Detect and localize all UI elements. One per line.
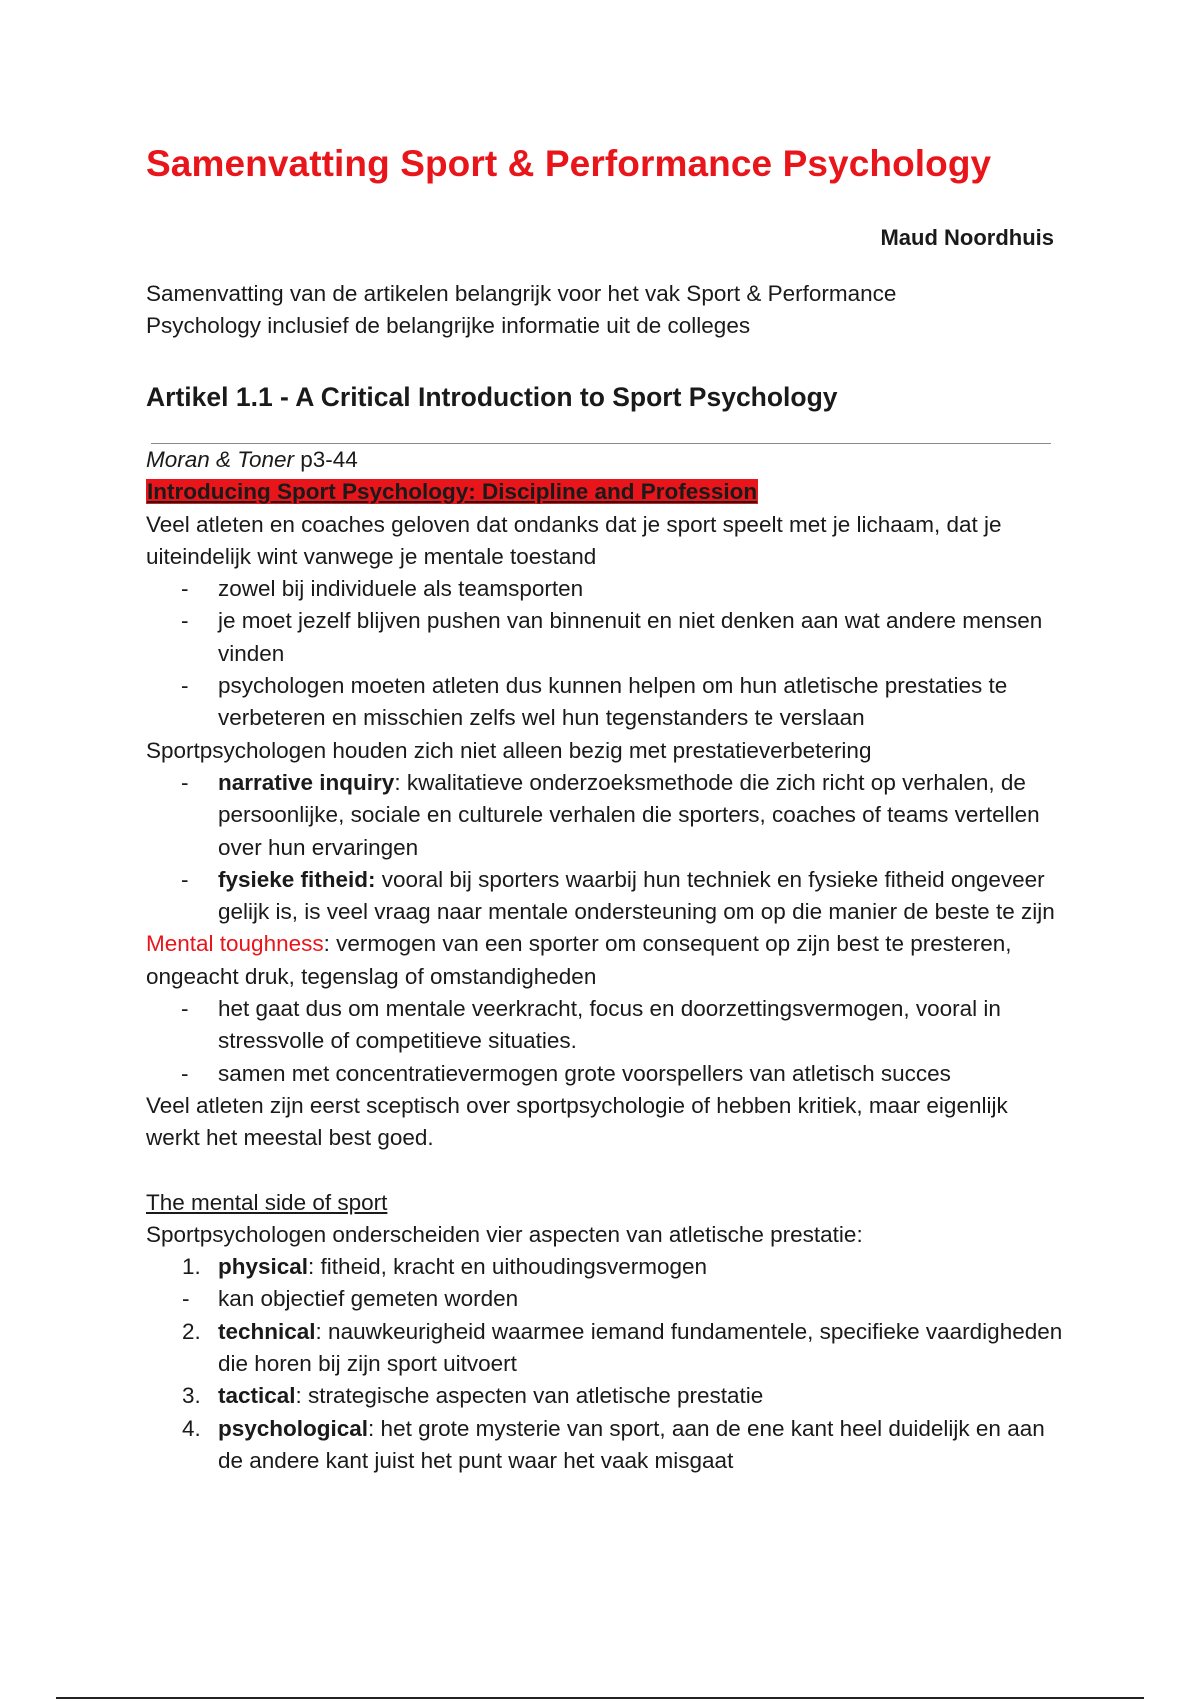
document-page <box>146 140 1066 1477</box>
dash-bullet: - <box>181 769 189 795</box>
list-marker: 1. <box>182 1254 201 1280</box>
list-item <box>146 767 1066 864</box>
paragraph: Veel atleten zijn eerst sceptisch over sportpsychologie of hebben kritiek, maar eigenlijk werkt het meestal best goed. <box>146 1092 1008 1151</box>
term-bold: technical <box>218 1318 316 1344</box>
article-heading: Artikel 1.1 - A Critical Introduction to Sport Psychology <box>146 382 838 412</box>
term-definition: : het grote mysterie van sport, aan de ene kant heel duidelijk en aan de andere kant juist het punt waar het vaak misgaat <box>218 1415 1045 1473</box>
paragraph: Sportpsychologen onderscheiden vier aspecten van atletische prestatie: <box>146 1221 863 1247</box>
term-definition: : kwalitatieve onderzoeksmethode die zich richt op verhalen, de persoonlijke, sociale en culturele verhalen die sporters, coaches of teams vertellen over hun ervaringen <box>218 769 1040 860</box>
list-item <box>146 993 1066 1058</box>
dash-bullet: - <box>181 608 189 634</box>
list-item-text: kan objectief gemeten worden <box>218 1286 519 1312</box>
term-red: Mental toughness <box>146 931 324 957</box>
citation-pages: p3-44 <box>294 447 358 472</box>
bullet-list <box>146 767 1066 928</box>
dash-bullet: - <box>181 866 189 892</box>
citation-authors: Moran & Toner <box>146 447 294 472</box>
list-item-text: het gaat dus om mentale veerkracht, focus en doorzettingsvermogen, vooral in stressvolle of competitieve situaties. <box>218 996 1001 1054</box>
term-bold: narrative inquiry <box>218 769 395 795</box>
subsection-heading-row <box>146 1187 1066 1219</box>
list-item <box>146 605 1066 670</box>
list-item-text: zowel bij individuele als teamsporten <box>218 576 584 602</box>
numbered-list <box>146 1251 1066 1477</box>
dash-bullet: - <box>181 996 189 1022</box>
citation <box>146 444 1066 476</box>
term-bold: psychological <box>218 1415 369 1441</box>
bullet-list <box>146 993 1066 1090</box>
term-bold: tactical <box>218 1383 296 1409</box>
term-bold: physical <box>218 1254 309 1280</box>
list-item <box>146 1413 1066 1478</box>
list-marker: 2. <box>182 1318 201 1344</box>
list-item <box>146 1283 1066 1315</box>
list-marker: - <box>182 1286 190 1312</box>
dash-bullet: - <box>181 673 189 699</box>
list-item <box>146 670 1066 735</box>
list-item-text: je moet jezelf blijven pushen van binnenuit en niet denken aan wat andere mensen vinden <box>218 608 1043 666</box>
term-definition: : strategische aspecten van atletische prestatie <box>295 1383 764 1409</box>
subsection-heading: The mental side of sport <box>146 1189 388 1215</box>
term-definition: : vermogen van een sporter om consequent op zijn best te presteren, ongeacht druk, tegenslag of omstandigheden <box>146 931 1012 989</box>
list-item <box>146 573 1066 605</box>
term-definition: : nauwkeurigheid waarmee iemand fundamentele, specifieke vaardigheden die horen bij zijn sport uitvoert <box>218 1318 1063 1377</box>
dash-bullet: - <box>181 1060 189 1086</box>
dash-bullet: - <box>181 576 189 602</box>
list-marker: 4. <box>182 1415 201 1441</box>
section-heading-row <box>146 476 1066 508</box>
list-item <box>146 864 1066 929</box>
paragraph: Veel atleten en coaches geloven dat ondanks dat je sport speelt met je lichaam, dat je uiteindelijk wint vanwege je mentale toestand <box>146 511 1002 569</box>
list-item-text: samen met concentratievermogen grote voorspellers van atletisch succes <box>218 1060 951 1086</box>
list-item <box>146 1316 1066 1381</box>
list-item <box>146 1058 1066 1090</box>
paragraph: Sportpsychologen houden zich niet alleen bezig met prestatieverbetering <box>146 737 872 763</box>
bullet-list <box>146 573 1066 734</box>
document-title: Samenvatting Sport & Performance Psychology <box>146 143 992 184</box>
list-marker: 3. <box>182 1383 201 1409</box>
blank-line <box>146 1155 1066 1187</box>
author-name: Maud Noordhuis <box>880 225 1054 250</box>
section-heading-highlighted: Introducing Sport Psychology: Discipline and Profession <box>147 479 758 505</box>
list-item <box>146 1380 1066 1412</box>
page-bottom-rule <box>56 1697 1144 1699</box>
list-item <box>146 1251 1066 1283</box>
term-bold: fysieke fitheid: <box>218 866 376 892</box>
definition-paragraph <box>146 928 1066 993</box>
intro-paragraph: Samenvatting van de artikelen belangrijk voor het vak Sport & Performance Psychology inclusief de belangrijke informatie uit de colleges <box>146 281 897 338</box>
term-definition: : fitheid, kracht en uithoudingsvermogen <box>308 1254 708 1280</box>
term-definition: vooral bij sporters waarbij hun techniek en fysieke fitheid ongeveer gelijk is, is veel vraag naar mentale ondersteuning om op die manier de beste te zijn <box>218 866 1055 925</box>
article-body <box>146 444 1066 1477</box>
list-item-text: psychologen moeten atleten dus kunnen helpen om hun atletische prestaties te verbeteren en misschien zelfs wel hun tegenstanders te verslaan <box>218 673 1008 731</box>
